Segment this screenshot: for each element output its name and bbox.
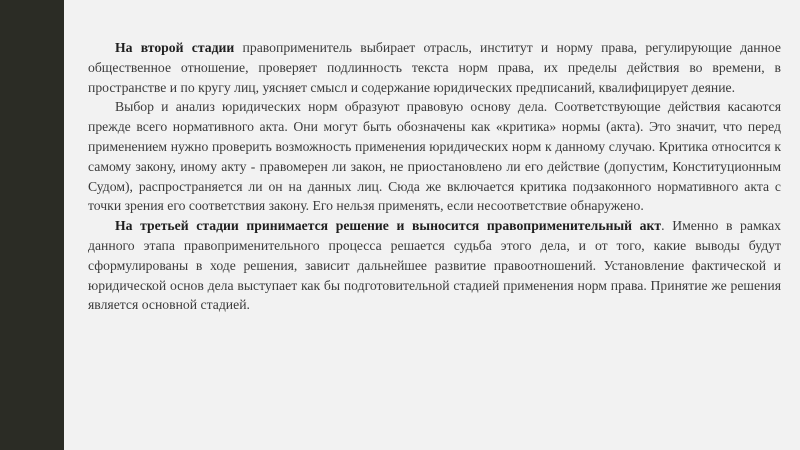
paragraph-third-stage: [88, 216, 781, 315]
paragraph-bold-lead: На третьей стадии принимается решение и выносится правоприменительный акт: [115, 218, 662, 234]
paragraph-norm-analysis: [88, 97, 781, 216]
left-accent-bar: [0, 0, 64, 450]
paragraph-text: Выбор и анализ юридических норм образуют правовую основу дела. Соответствующие действия касаются прежде всего нормативного акта. Они могут быть обозначены как «критика» нормы (акта). Это значит, что перед применением нужно проверить возможность применения юридических норм к данному случаю. Критика относится к самому закону, иному акту - правомерен ли закон, не приостановлено ли его действие (допустим, Конституционным Судом), распространяется ли он на данных лиц. Сюда же включается критика подзаконного нормативного акта с точки зрения его соответствия закону. Его нельзя применять, если несоответствие обнаружено.: [88, 99, 781, 214]
paragraph-bold-lead: На второй стадии: [115, 40, 235, 55]
paragraph-text: правоприменитель выбирает отрасль, институт и норму права, регулирующие данное общественное отношение, проверяет подлинность текста норм права, их пределы действия во времени, в пространстве и по кругу лиц, уясняет смысл и содержание юридических предписаний, квалифицирует деяние.: [88, 40, 781, 95]
text-body: [88, 38, 781, 315]
paragraph-second-stage: [88, 38, 781, 97]
paragraph-text: . Именно в рамках данного этапа правоприменительного процесса решается судьба этого дела, и от того, какие выводы будут сформулированы в ходе решения, зависит дальнейшее развитие правоотношений. Установление фактической и юридической основ дела выступает как бы подготовительной стадией применения норм права. Принятие же решения является основной стадией.: [88, 218, 781, 313]
